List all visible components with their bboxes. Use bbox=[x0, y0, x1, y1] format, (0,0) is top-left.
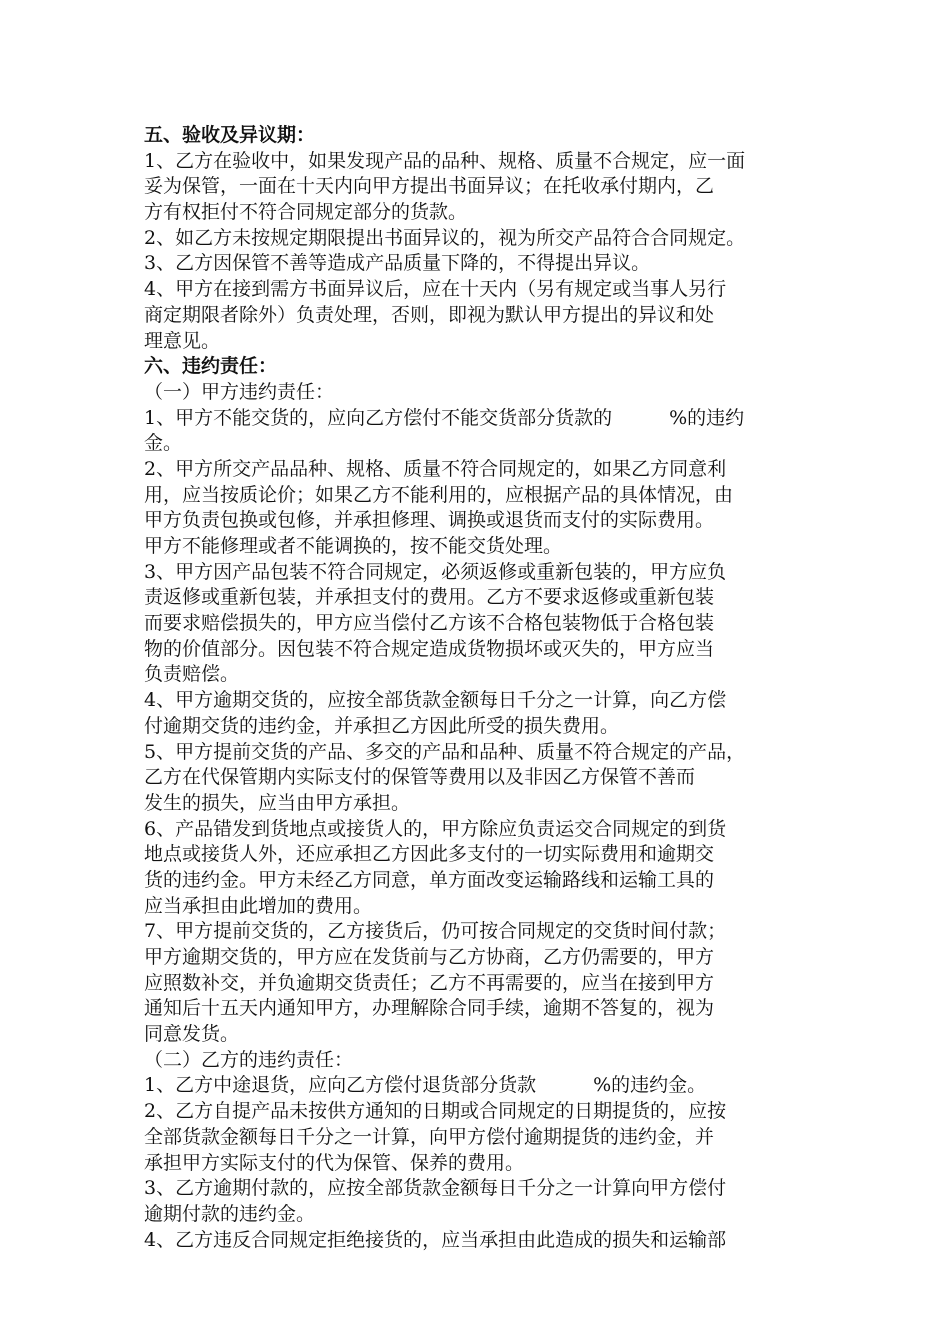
text-line: 承担甲方实际支付的代为保管、保养的费用。 bbox=[144, 1151, 525, 1174]
text-line: 4、乙方违反合同规定拒绝接货的，应当承担由此造成的损失和运输部 bbox=[144, 1228, 727, 1251]
text-line: 方有权拒付不符合同规定部分的货款。 bbox=[144, 201, 468, 224]
text-line: 1、乙方中途退货，应向乙方偿付退货部分货款 %的违约金。 bbox=[144, 1074, 707, 1097]
text-line: 商定期限者除外）负责处理，否则，即视为默认甲方提出的异议和处 bbox=[144, 303, 715, 326]
text-line: 甲方不能修理或者不能调换的，按不能交货处理。 bbox=[144, 535, 563, 557]
text-line: 乙方在代保管期内实际支付的保管等费用以及非因乙方保管不善而 bbox=[144, 766, 696, 789]
text-line: 甲方逾期交货的，甲方应在发货前与乙方协商，乙方仍需要的，甲方 bbox=[144, 946, 715, 968]
text-line: 责返修或重新包装，并承担支付的费用。乙方不要求返修或重新包装 bbox=[144, 586, 715, 609]
text-line: 甲方负责包换或包修，并承担修理、调换或退货而支付的实际费用。 bbox=[144, 509, 715, 532]
text-line: 金。 bbox=[144, 432, 183, 455]
text-line: 2、甲方所交产品品种、规格、质量不符合同规定的，如果乙方同意利 bbox=[144, 457, 727, 480]
text-line: 应当承担由此增加的费用。 bbox=[144, 894, 373, 917]
text-line: 4、甲方逾期交货的，应按全部货款金额每日千分之一计算，向乙方偿 bbox=[144, 689, 727, 712]
text-line: 负责赔偿。 bbox=[144, 663, 240, 686]
section-heading: 六、违约责任： bbox=[144, 355, 278, 378]
text-line: 货的违约金。甲方未经乙方同意，单方面改变运输路线和运输工具的 bbox=[144, 868, 715, 891]
text-line: 物的价值部分。因包装不符合规定造成货物损坏或灭失的，甲方应当 bbox=[144, 637, 715, 660]
text-line: 付逾期交货的违约金，并承担乙方因此所受的损失费用。 bbox=[144, 714, 620, 737]
text-line: 理意见。 bbox=[144, 329, 221, 352]
text-line: 用，应当按质论价；如果乙方不能利用的，应根据产品的具体情况，由 bbox=[144, 483, 734, 506]
text-line: 3、乙方逾期付款的，应按全部货款金额每日千分之一计算向甲方偿付 bbox=[144, 1177, 727, 1200]
text-line: 5、甲方提前交货的产品、多交的产品和品种、质量不符合规定的产品， bbox=[144, 740, 746, 763]
text-line: 逾期付款的违约金。 bbox=[144, 1202, 316, 1225]
text-line: 妥为保管，一面在十天内向甲方提出书面异议；在托收承付期内，乙 bbox=[144, 175, 715, 198]
text-line: 2、如乙方未按规定期限提出书面异议的，视为所交产品符合合同规定。 bbox=[144, 226, 746, 249]
text-line: 应照数补交，并负逾期交货责任；乙方不再需要的，应当在接到甲方 bbox=[144, 971, 715, 994]
text-line: 7、甲方提前交货的，乙方接货后，仍可按合同规定的交货时间付款； bbox=[144, 920, 727, 943]
text-line: 发生的损失，应当由甲方承担。 bbox=[144, 791, 411, 814]
text-line: 通知后十五天内通知甲方，办理解除合同手续，逾期不答复的，视为 bbox=[144, 997, 715, 1020]
text-line: 而要求赔偿损失的，甲方应当偿付乙方该不合格包装物低于合格包装 bbox=[144, 612, 715, 635]
text-line: 同意发货。 bbox=[144, 1023, 240, 1046]
text-line: （一）甲方违约责任： bbox=[144, 380, 335, 403]
text-line: 2、乙方自提产品未按供方通知的日期或合同规定的日期提货的，应按 bbox=[144, 1100, 727, 1123]
text-line: 4、甲方在接到需方书面异议后，应在十天内（另有规定或当事人另行 bbox=[144, 278, 727, 301]
text-line: 6、产品错发到货地点或接货人的，甲方除应负责运交合同规定的到货 bbox=[144, 817, 727, 840]
text-line: 全部货款金额每日千分之一计算，向甲方偿付逾期提货的违约金，并 bbox=[144, 1125, 715, 1148]
text-line: （二）乙方的违约责任： bbox=[144, 1048, 354, 1071]
text-line: 3、乙方因保管不善等造成产品质量下降的，不得提出异议。 bbox=[144, 252, 651, 275]
document-page bbox=[144, 123, 824, 1253]
text-line: 1、乙方在验收中，如果发现产品的品种、规格、质量不合规定，应一面 bbox=[144, 149, 746, 172]
text-line: 地点或接货人外，还应承担乙方因此多支付的一切实际费用和逾期交 bbox=[144, 843, 715, 866]
section-heading: 五、验收及异议期： bbox=[144, 124, 316, 146]
text-line: 3、甲方因产品包装不符合同规定，必须返修或重新包装的，甲方应负 bbox=[144, 560, 727, 583]
text-line: 1、甲方不能交货的，应向乙方偿付不能交货部分货款的 %的违约 bbox=[144, 406, 745, 429]
